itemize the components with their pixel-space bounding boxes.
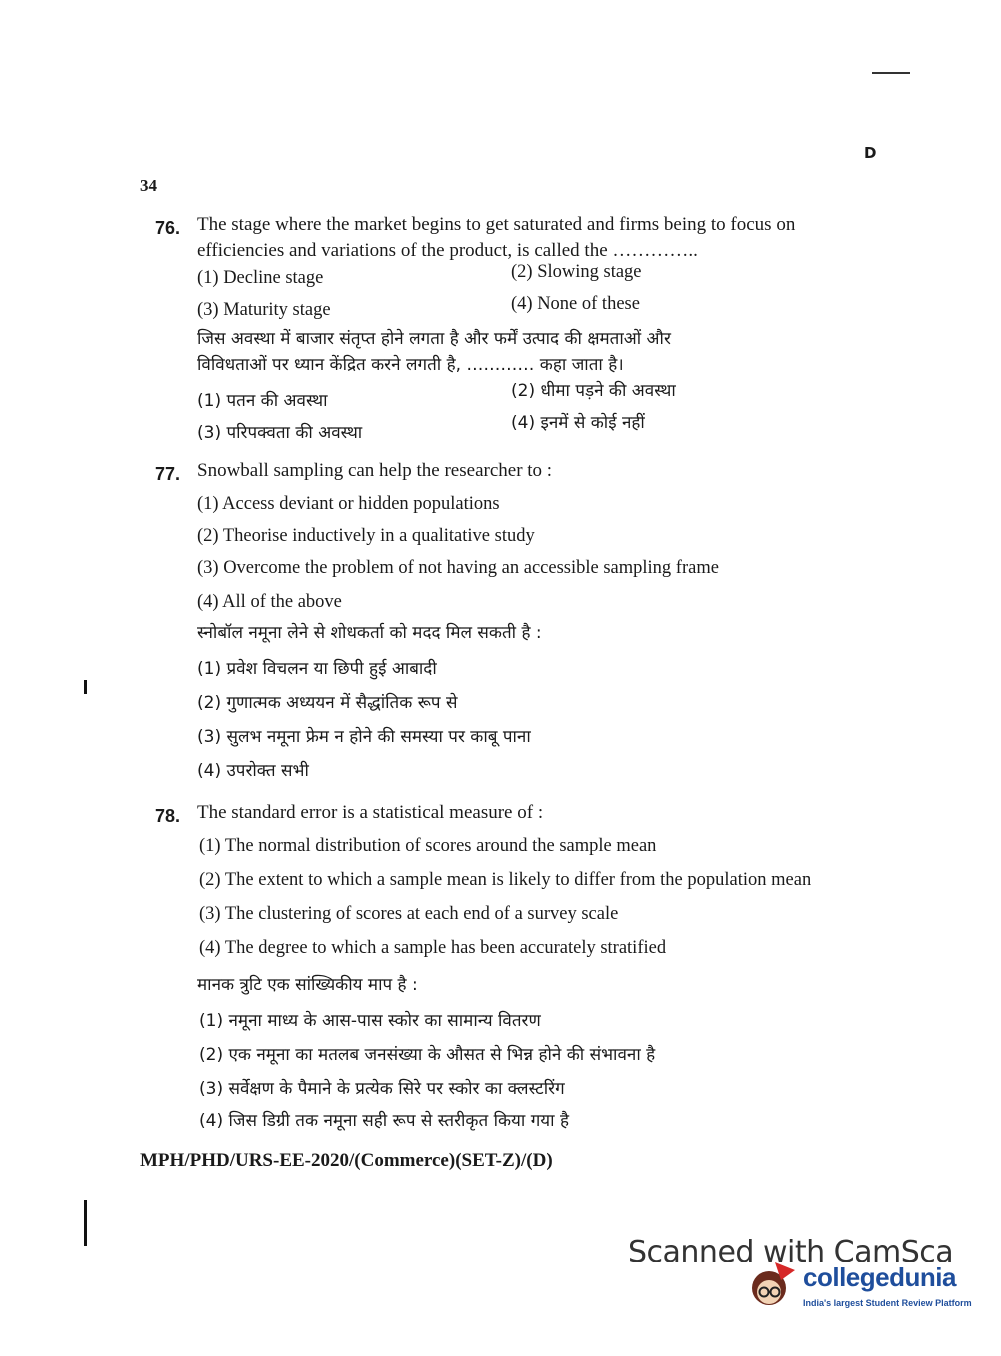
question-text-line: विविधताओं पर ध्यान केंद्रित करने लगती है, ………… कहा जाता है। — [197, 355, 624, 375]
option: (2) Slowing stage — [511, 262, 642, 282]
collegedunia-logo — [745, 1258, 975, 1318]
option: (2) Theorise inductively in a qualitative study — [197, 526, 535, 546]
mascot-icon — [745, 1258, 801, 1314]
question-text-en: Snowball sampling can help the researcher to : — [197, 460, 553, 481]
option: (2) गुणात्मक अध्ययन में सैद्धांतिक रूप से — [197, 693, 458, 713]
option: (4) The degree to which a sample has been accurately stratified — [199, 938, 667, 958]
option: (4) जिस डिग्री तक नमूना सही रूप से स्तरीकृत किया गया है — [199, 1111, 569, 1131]
question-number: 76. — [155, 218, 181, 238]
margin-mark — [84, 1200, 87, 1246]
paper-code: MPH/PHD/URS-EE-2020/(Commerce)(SET-Z)/(D) — [140, 1150, 553, 1171]
question-text-en — [197, 212, 877, 264]
option: (1) पतन की अवस्था — [197, 391, 328, 411]
option: (3) The clustering of scores at each end of a survey scale — [199, 904, 619, 924]
scanner-watermark: Scanned with CamSca — [628, 1235, 954, 1262]
option: (1) Decline stage — [197, 268, 324, 288]
option: (1) नमूना माध्य के आस-पास स्कोर का सामान्य वितरण — [199, 1011, 541, 1031]
brand-name: collegedunia — [803, 1262, 956, 1292]
option: (4) उपरोक्त सभी — [197, 761, 309, 781]
top-rule — [872, 72, 910, 74]
question-text-line: efficiencies and variations of the product, is called the ………….. — [197, 240, 698, 261]
option: (3) सर्वेक्षण के पैमाने के प्रत्येक सिरे पर स्कोर का क्लस्टरिंग — [199, 1079, 565, 1099]
set-letter: D — [864, 144, 877, 162]
page-number: 34 — [140, 176, 157, 195]
question-text-hi — [197, 326, 877, 378]
question-text-line: जिस अवस्था में बाजार संतृप्त होने लगता है और फर्में उत्पाद की क्षमताओं और — [197, 329, 671, 349]
option: (3) Maturity stage — [197, 300, 331, 320]
option: (2) एक नमूना का मतलब जनसंख्या के औसत से भिन्न होने की संभावना है — [199, 1045, 656, 1065]
question-text-en: The standard error is a statistical measure of : — [197, 802, 544, 823]
brand-tagline: India's largest Student Review Platform — [803, 1298, 972, 1308]
question-text-hi: मानक त्रुटि एक सांख्यिकीय माप है : — [197, 975, 418, 995]
question-number: 77. — [155, 464, 181, 484]
question-text-hi: स्नोबॉल नमूना लेने से शोधकर्ता को मदद मिल सकती है : — [197, 623, 542, 643]
question-number: 78. — [155, 806, 181, 826]
option: (3) परिपक्वता की अवस्था — [197, 423, 363, 443]
option: (4) All of the above — [197, 592, 342, 612]
option: (1) Access deviant or hidden populations — [197, 494, 500, 514]
option: (2) धीमा पड़ने की अवस्था — [511, 381, 676, 401]
option: (1) प्रवेश विचलन या छिपी हुई आबादी — [197, 659, 437, 679]
option: (2) The extent to which a sample mean is likely to differ from the population mean — [199, 870, 812, 890]
margin-mark — [84, 680, 87, 694]
option: (4) None of these — [511, 294, 640, 314]
option: (3) सुलभ नमूना फ्रेम न होने की समस्या पर काबू पाना — [197, 727, 531, 747]
option: (1) The normal distribution of scores around the sample mean — [199, 836, 657, 856]
option: (4) इनमें से कोई नहीं — [511, 413, 645, 433]
question-text-line: The stage where the market begins to get saturated and firms being to focus on — [197, 214, 796, 235]
option: (3) Overcome the problem of not having an accessible sampling frame — [197, 558, 719, 578]
